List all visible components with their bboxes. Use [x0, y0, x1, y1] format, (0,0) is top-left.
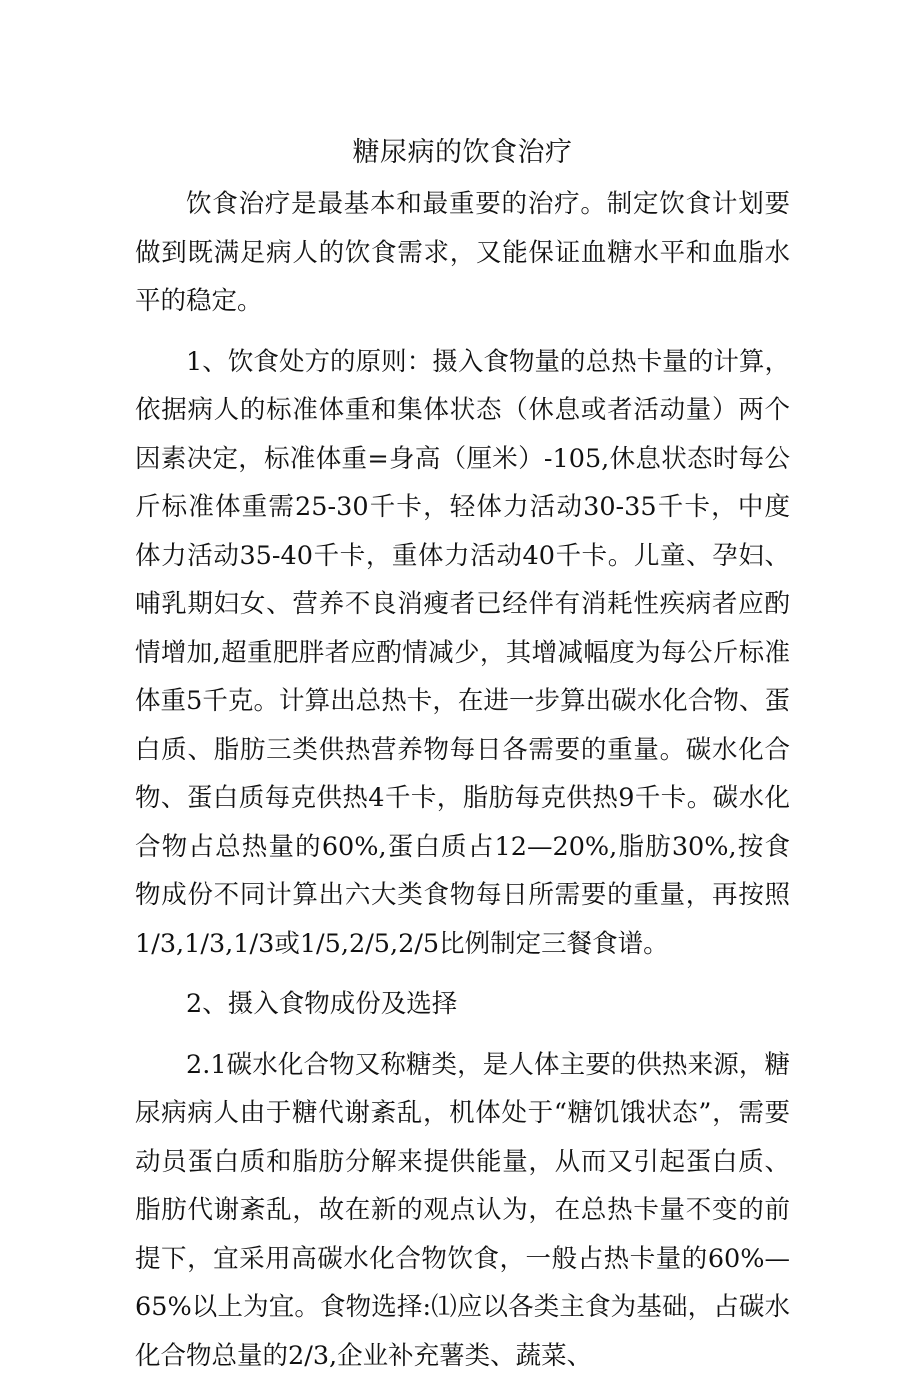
document-body — [135, 126, 790, 1380]
document-title: 糖尿病的饮食治疗 — [135, 126, 790, 180]
paragraph-carbohydrates: 2.1碳水化合物又称糖类，是人体主要的供热来源，糖尿病病人由于糖代谢紊乱，机体处于“糖饥饿状态”，需要动员蛋白质和脂肪分解来提供能量，从而又引起蛋白质、脂肪代谢紊乱，故在新的观点认为，在总热卡量不变的前提下，宜采用高碳水化合物饮食，一般占热卡量的60%—65%以上为宜。食物选择:⑴应以各类主食为基础，占碳水化合物总量的2/3,企业补充薯类、蔬菜、 — [135, 1041, 790, 1380]
paragraph-section-heading: 2、摄入食物成份及选择 — [135, 980, 790, 1029]
paragraph-principles: 1、饮食处方的原则：摄入食物量的总热卡量的计算，依据病人的标准体重和集体状态（休息或者活动量）两个因素决定，标准体重=身高（厘米）-105,休息状态时每公斤标准体重需25-30千卡，轻体力活动30-35千卡，中度体力活动35-40千卡，重体力活动40千卡。儿童、孕妇、哺乳期妇女、营养不良消瘦者已经伴有消耗性疾病者应酌情增加,超重肥胖者应酌情减少，其增减幅度为每公斤标准体重5千克。计算出总热卡，在进一步算出碳水化合物、蛋白质、脂肪三类供热营养物每日各需要的重量。碳水化合物、蛋白质每克供热4千卡，脂肪每克供热9千卡。碳水化合物占总热量的60%,蛋白质占12—20%,脂肪30%,按食物成份不同计算出六大类食物每日所需要的重量，再按照1/3,1/3,1/3或1/5,2/5,2/5比例制定三餐食谱。 — [135, 338, 790, 969]
paragraph-intro: 饮食治疗是最基本和最重要的治疗。制定饮食计划要做到既满足病人的饮食需求，又能保证血糖水平和血脂水平的稳定。 — [135, 180, 790, 326]
